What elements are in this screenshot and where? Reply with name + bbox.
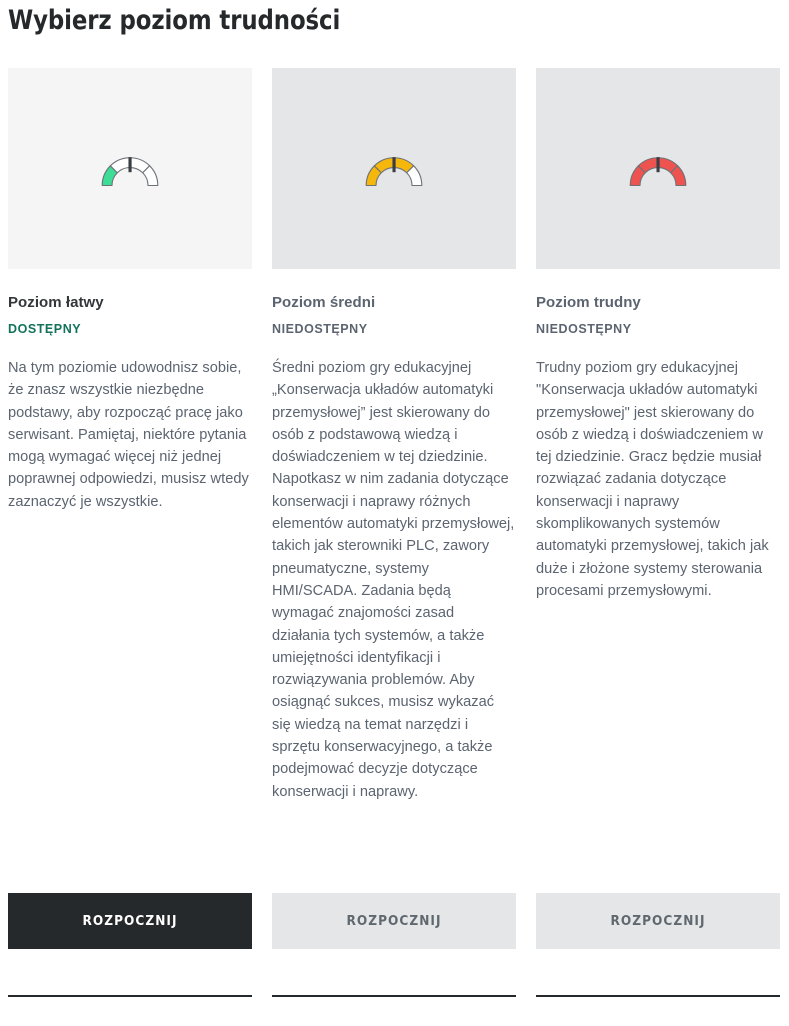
- difficulty-card-list: [8, 68, 781, 803]
- card-media-easy: [8, 68, 252, 269]
- gauge-hard-icon: [627, 151, 689, 187]
- start-button-hard: ROZPOCZNIJ: [536, 893, 780, 949]
- gauge-easy-icon: [99, 151, 161, 187]
- column-divider-row: [8, 995, 781, 997]
- card-media-medium: [272, 68, 516, 269]
- card-description-easy: Na tym poziomie udowodnisz sobie, że znasz wszystkie niezbędne podstawy, aby rozpocząć pracę jako serwisant. Pamiętaj, niektóre pytania mogą wymagać więcej niż jednej poprawnej odpowiedzi, musisz wtedy zaznaczyć je wszystkie.: [8, 360, 249, 510]
- status-badge-medium: NIEDOSTĘPNY: [272, 322, 368, 336]
- card-title-medium: Poziom średni: [272, 294, 376, 311]
- status-badge-easy: DOSTĘPNY: [8, 322, 82, 336]
- start-button-medium: ROZPOCZNIJ: [272, 893, 516, 949]
- gauge-medium-icon: [363, 151, 425, 187]
- difficulty-card-hard[interactable]: [536, 68, 780, 803]
- card-description-medium: Średni poziom gry edukacyjnej „Konserwacja układów automatyki przemysłowej” jest skierowany do osób z podstawową wiedzą i doświadczeniem w tej dziedzinie. Napotkasz w nim zadania dotyczące konserwacji i naprawy różnych elementów automatyki przemysłowej, takich jak sterowniki PLC, zawory pneumatyczne, systemy HMI/SCADA. Zadania będą wymagać znajomości zasad działania tych systemów, a także umiejętności identyfikacji i rozwiązywania problemów. Aby osiągnąć sukces, musisz wykazać się wiedzą na temat narzędzi i sprzętu konserwacyjnego, a także podejmować decyzje dotyczące konserwacji i naprawy.: [272, 360, 515, 800]
- card-title-easy: Poziom łatwy: [8, 294, 104, 311]
- difficulty-card-medium[interactable]: [272, 68, 516, 803]
- card-title-hard: Poziom trudny: [536, 294, 641, 311]
- difficulty-card-easy[interactable]: [8, 68, 252, 803]
- page-title: Wybierz poziom trudności: [8, 5, 341, 36]
- column-divider: [272, 995, 516, 997]
- card-description-hard: Trudny poziom gry edukacyjnej "Konserwacja układów automatyki przemysłowej" jest skierowany do osób z wiedzą i doświadczeniem w tej dziedzinie. Gracz będzie musiał rozwiązać zadania dotyczące konserwacji i naprawy skomplikowanych systemów automatyki przemysłowej, takich jak duże i złożone systemy sterowania procesami przemysłowymi.: [536, 360, 769, 599]
- column-divider: [536, 995, 780, 997]
- status-badge-hard: NIEDOSTĘPNY: [536, 322, 632, 336]
- card-media-hard: [536, 68, 780, 269]
- column-divider: [8, 995, 252, 997]
- start-button-row: [8, 893, 781, 949]
- start-button-easy[interactable]: ROZPOCZNIJ: [8, 893, 252, 949]
